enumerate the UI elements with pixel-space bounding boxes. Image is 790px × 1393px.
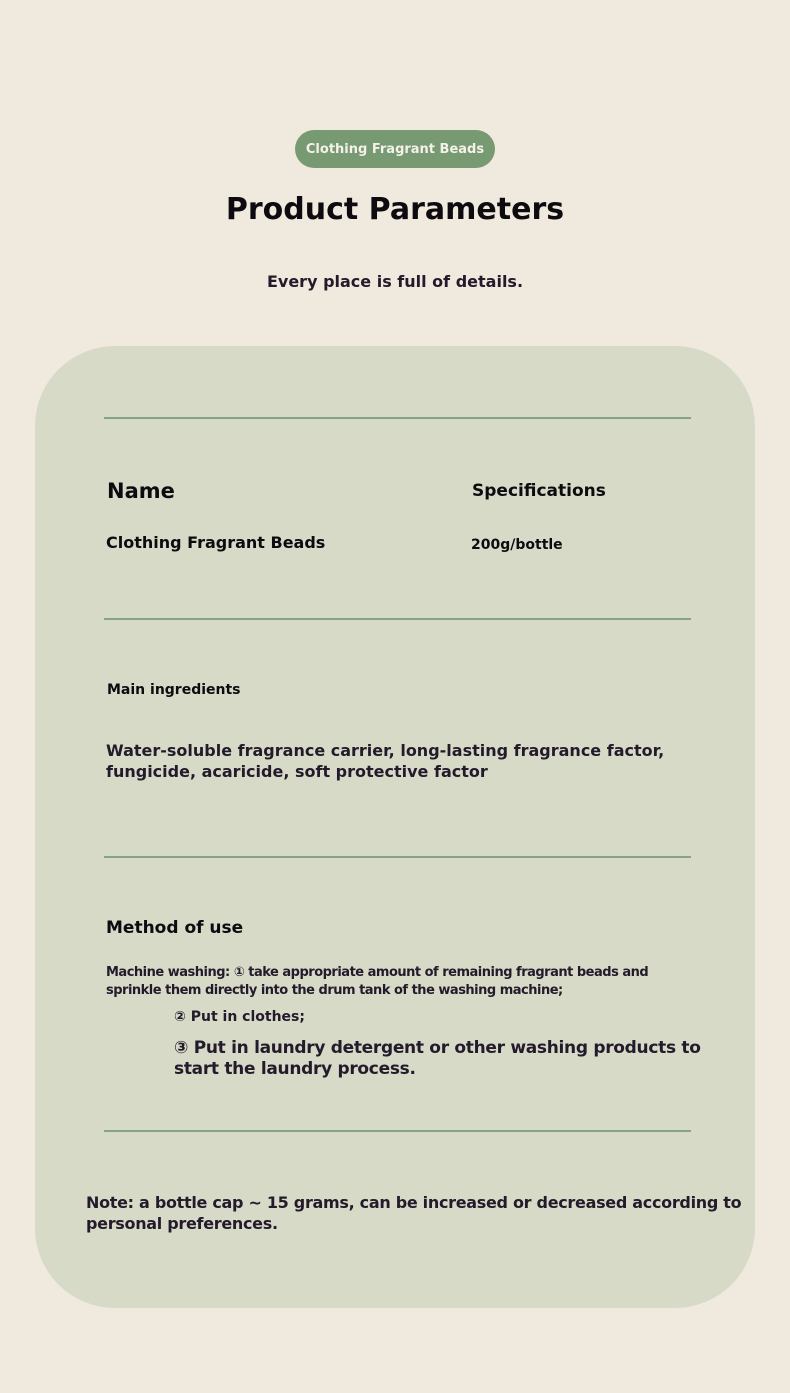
name-label: Name	[107, 479, 175, 503]
specifications-value: 200g/bottle	[471, 537, 563, 553]
parameters-card	[35, 346, 755, 1308]
ingredients-text	[106, 740, 664, 782]
divider	[104, 618, 691, 620]
divider	[104, 856, 691, 858]
note-line: personal preferences.	[86, 1214, 278, 1233]
product-badge	[295, 130, 495, 168]
method-step-3	[174, 1038, 701, 1080]
page-title: Product Parameters	[225, 192, 565, 227]
divider	[104, 417, 691, 419]
divider	[104, 1130, 691, 1132]
method-step-3-line: ③ Put in laundry detergent or other washing products to	[174, 1038, 701, 1058]
note-text	[86, 1192, 741, 1234]
method-text	[106, 964, 648, 1000]
method-step-3-line: start the laundry process.	[174, 1059, 416, 1079]
name-value: Clothing Fragrant Beads	[106, 533, 326, 552]
ingredients-line: fungicide, acaricide, soft protective factor	[106, 762, 488, 781]
specifications-label: Specifications	[472, 481, 606, 501]
product-badge-label: Clothing Fragrant Beads	[305, 141, 485, 157]
method-label: Method of use	[106, 918, 244, 938]
note-line: Note: a bottle cap ~ 15 grams, can be increased or decreased according to	[86, 1193, 742, 1212]
page-subtitle: Every place is full of details.	[266, 272, 524, 291]
ingredients-line: Water-soluble fragrance carrier, long-lasting fragrance factor,	[106, 741, 665, 760]
method-line: sprinkle them directly into the drum tank of the washing machine;	[106, 983, 563, 998]
method-step-2: ② Put in clothes;	[174, 1009, 305, 1025]
method-line: Machine washing: ① take appropriate amount of remaining fragrant beads and	[106, 965, 649, 980]
ingredients-label: Main ingredients	[107, 682, 241, 698]
